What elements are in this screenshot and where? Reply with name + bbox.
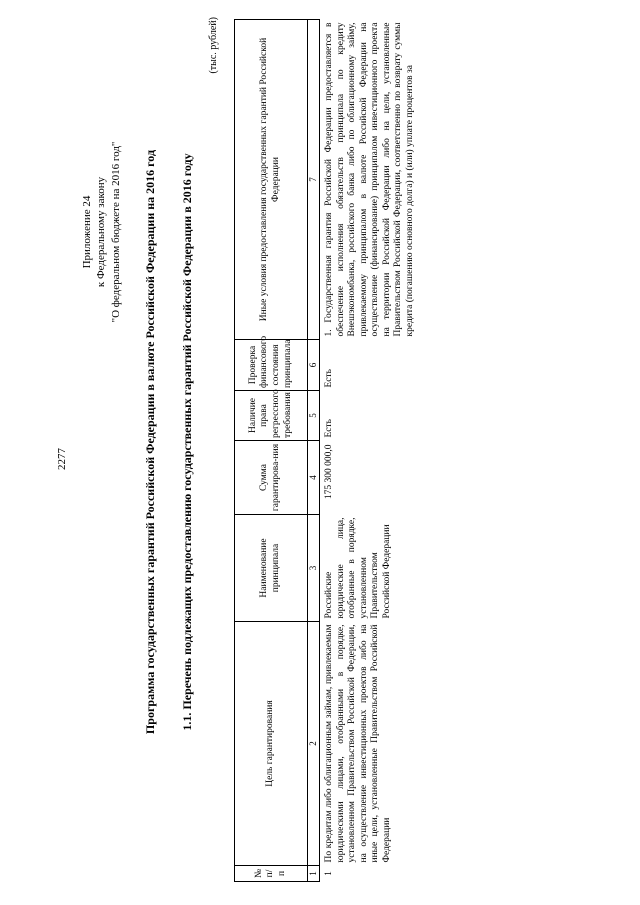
header-fin-check: Проверка финансового состояния принципала (235, 340, 308, 391)
row-amount: 175 300 000,0 (324, 444, 334, 500)
page-number: 2277 (56, 448, 68, 470)
row-other-conditions: 1. Государственная гарантия Российской Федерации предоставляется в обеспечение исполнения обязательств принципала по кредиту Внешэкономбанка, российского банка либо по облигационному займу, привлекаемому принципалом в валюте Российской Федерации на осуществление (финансирование) принципалом инвестиционного проекта на территории Российской Федерации либо на цели, установленные Правительством Российской Федерации, соответственно по возврату суммы кредита (погашению основного долга) и (или) уплате процентов за (324, 22, 416, 337)
appendix-line-1: Приложение 24 (81, 195, 93, 269)
column-number: 3 (308, 515, 320, 622)
units-label: (тыс. рублей) (208, 17, 219, 74)
header-amount: Сумма гарантирова-ния (235, 441, 308, 515)
header-purpose: Цель гарантирования (235, 622, 308, 866)
header-principal: Наименование принципала (235, 515, 308, 622)
column-number: 5 (308, 391, 320, 441)
column-number: 1 (308, 866, 320, 882)
header-num: № п/п (235, 866, 308, 882)
row-fin-check: Есть (324, 368, 334, 388)
table-row (320, 20, 421, 882)
guarantees-table (234, 19, 421, 882)
section-title: 1.1. Перечень подлежащих предоставлению государственных гарантий Российской Федерации в 2016 году (180, 153, 194, 731)
column-number: 4 (308, 441, 320, 515)
column-number: 6 (308, 340, 320, 391)
row-regress: Есть (324, 418, 334, 438)
appendix-header (80, 52, 123, 412)
appendix-line-3: "О федеральном бюджете на 2016 год" (109, 141, 122, 323)
document-title: Программа государственных гарантий Российской Федерации в валюте Российской Федерации на 2016 год (143, 149, 157, 735)
header-other-conditions: Иные условия предоставления государственных гарантий Российской Федерации (235, 20, 308, 340)
row-purpose: По кредитам либо облигационным займам, привлекаемым юридическими лицами, отобранными в порядке, установленном Правительством Российской Федерации, на осуществление инвестиционных проектов либо на иные цели, установленные Правительством Российской Федерации (324, 624, 392, 863)
column-number: 7 (308, 20, 320, 340)
document-page (10, 12, 630, 892)
row-num: 1 (324, 871, 334, 876)
appendix-line-2: к Федеральному закону (95, 176, 108, 288)
column-number-row (308, 20, 320, 882)
column-number: 2 (308, 622, 320, 866)
table-header-row (235, 20, 308, 882)
row-principal: Российские юридические лица, отобранные в порядке, установленном Правительством Российской Федерации (324, 517, 392, 619)
header-regress: Наличие права регрессного требования (235, 391, 308, 441)
